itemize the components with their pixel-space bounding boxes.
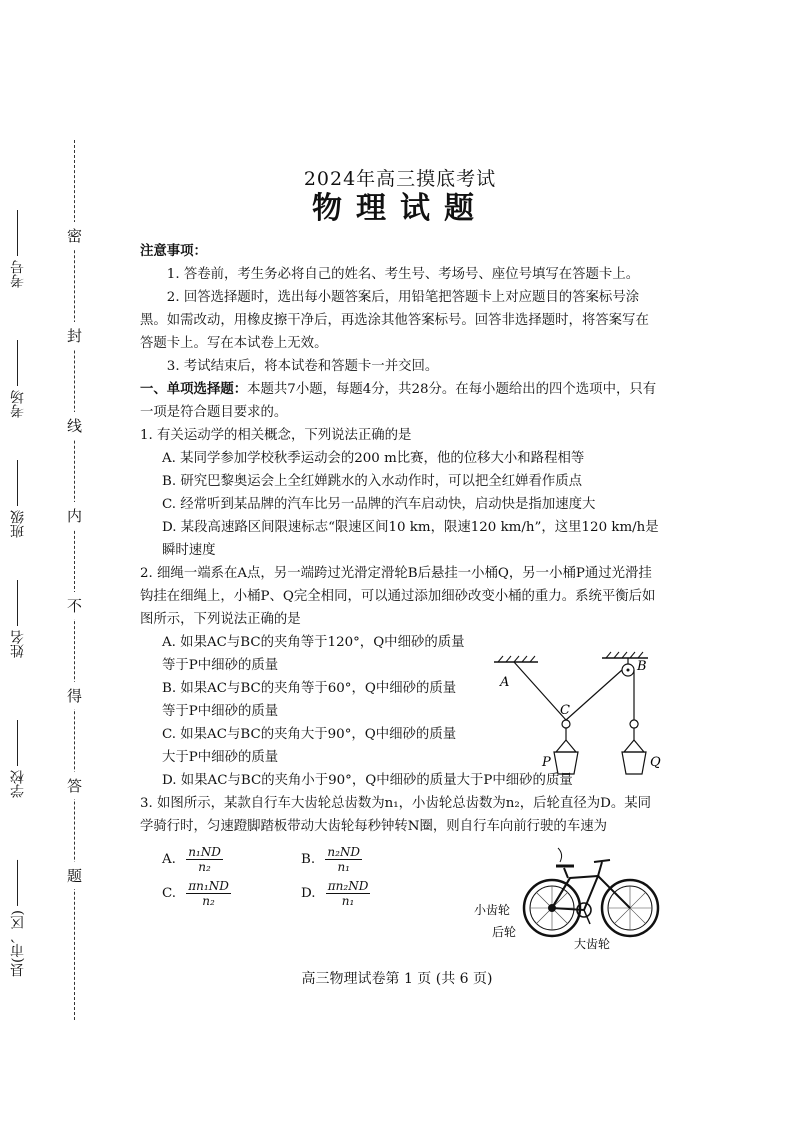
subject-title: 物理试题 xyxy=(312,191,488,226)
label-a: A xyxy=(500,675,510,690)
binding-margin xyxy=(8,140,82,1020)
question-1-stem: 1. 有关运动学的相关概念，下列说法正确的是 xyxy=(140,428,412,443)
question-2-stem: 2. 细绳一端系在A点，另一端跨过光滑定滑轮B后悬挂一小桶Q，另一小桶P通过光滑挂钩挂在细绳上，小桶P、Q完全相同，可以通过添加细砂改变小桶的重力。系统平衡后如图所示，下列说法正确的是 xyxy=(140,566,656,627)
seal-char: 内 xyxy=(66,502,83,529)
seal-char: 封 xyxy=(66,322,83,349)
question-3-option-d: D. $\frac{\text{πn₂ND}}{\text{n₁}}$ xyxy=(301,878,369,908)
label-b: B xyxy=(637,659,647,674)
seal-char: 答 xyxy=(66,772,83,799)
label-p: P xyxy=(542,755,551,770)
notice-heading: 注意事项： xyxy=(140,243,207,259)
notice-item: 1. 答卷前，考生务必将自己的姓名、考生号、考场号、座位号填写在答题卡上。 xyxy=(166,267,640,282)
label-rear-wheel: 后轮 xyxy=(492,925,517,939)
page-footer: 高三物理试卷第 1 页 (共 6 页) xyxy=(301,971,493,987)
question-3-stem: 3. 如图所示，某款自行车大齿轮总齿数为n₁，小齿轮总齿数为n₂，后轮直径为D。某同学骑行时，匀速蹬脚踏板带动大齿轮每秒钟转N圈，则自行车向前行驶的车速为 xyxy=(140,796,652,834)
question-2-option: C. 如果AC与BC的夹角大于90°，Q中细砂的质量大于P中细砂的质量 xyxy=(162,727,457,765)
question-2-option: B. 如果AC与BC的夹角等于60°，Q中细砂的质量等于P中细砂的质量 xyxy=(162,681,457,719)
seal-char: 线 xyxy=(66,412,83,439)
exam-title: 2024年高三摸底考试 xyxy=(303,168,497,190)
section-heading: 一、单项选择题：本题共7小题，每题4分，共28分。在每小题给出的四个选项中，只有一项是符合题目要求的。 xyxy=(140,381,657,420)
seal-char: 不 xyxy=(66,592,83,619)
label-small-gear: 小齿轮 xyxy=(474,903,511,917)
field-exam-number: 考号 xyxy=(8,210,48,288)
seal-char: 密 xyxy=(66,222,83,249)
question-1-option: C. 经常听到某品牌的汽车比另一品牌的汽车启动快，启动快是指加速度大 xyxy=(162,497,596,512)
field-class: 班级 xyxy=(8,460,48,538)
label-c: C xyxy=(560,703,570,718)
notice-item: 2. 回答选择题时，选出每小题答案后，用铅笔把答题卡上对应题目的答案标号涂黑。如需改动，用橡皮擦干净后，再选涂其他答案标号。回答非选择题时，将答案写在答题卡上。写在本试卷上无效。 xyxy=(140,290,649,351)
question-3-option-b: B. $\frac{\text{n₂ND}}{\text{n₁}}$ xyxy=(301,844,361,874)
seal-char: 题 xyxy=(66,862,83,889)
pulley-figure xyxy=(490,648,670,798)
field-county: 县(市、区) xyxy=(8,860,48,977)
question-1-option: A. 某同学参加学校秋季运动会的200 m比赛，他的位移大小和路程相等 xyxy=(162,451,585,466)
field-school: 学校 xyxy=(8,720,48,798)
field-name: 姓名 xyxy=(8,580,48,658)
question-1-option: D. 某段高速路区间限速标志“限速区间10 km，限速120 km/h”，这里120 km/h是瞬时速度 xyxy=(162,520,659,558)
question-1-option: B. 研究巴黎奥运会上全红婵跳水的入水动作时，可以把全红婵看作质点 xyxy=(162,474,583,489)
question-2-option: D. 如果AC与BC的夹角小于90°，Q中细砂的质量大于P中细砂的质量 xyxy=(162,773,573,788)
label-q: Q xyxy=(650,755,661,770)
exam-page xyxy=(140,168,660,910)
field-exam-room: 考场 xyxy=(8,340,48,418)
question-3-option-c: C. $\frac{\text{πn₁ND}}{\text{n₂}}$ xyxy=(162,878,229,908)
seal-char: 得 xyxy=(66,682,83,709)
label-big-gear: 大齿轮 xyxy=(574,937,611,951)
question-3-option-a: A. $\frac{\text{n₁ND}}{\text{n₂}}$ xyxy=(162,844,221,874)
bicycle-figure xyxy=(470,840,670,960)
question-2-option: A. 如果AC与BC的夹角等于120°，Q中细砂的质量等于P中细砂的质量 xyxy=(162,635,465,673)
notice-item: 3. 考试结束后，将本试卷和答题卡一并交回。 xyxy=(166,359,439,374)
